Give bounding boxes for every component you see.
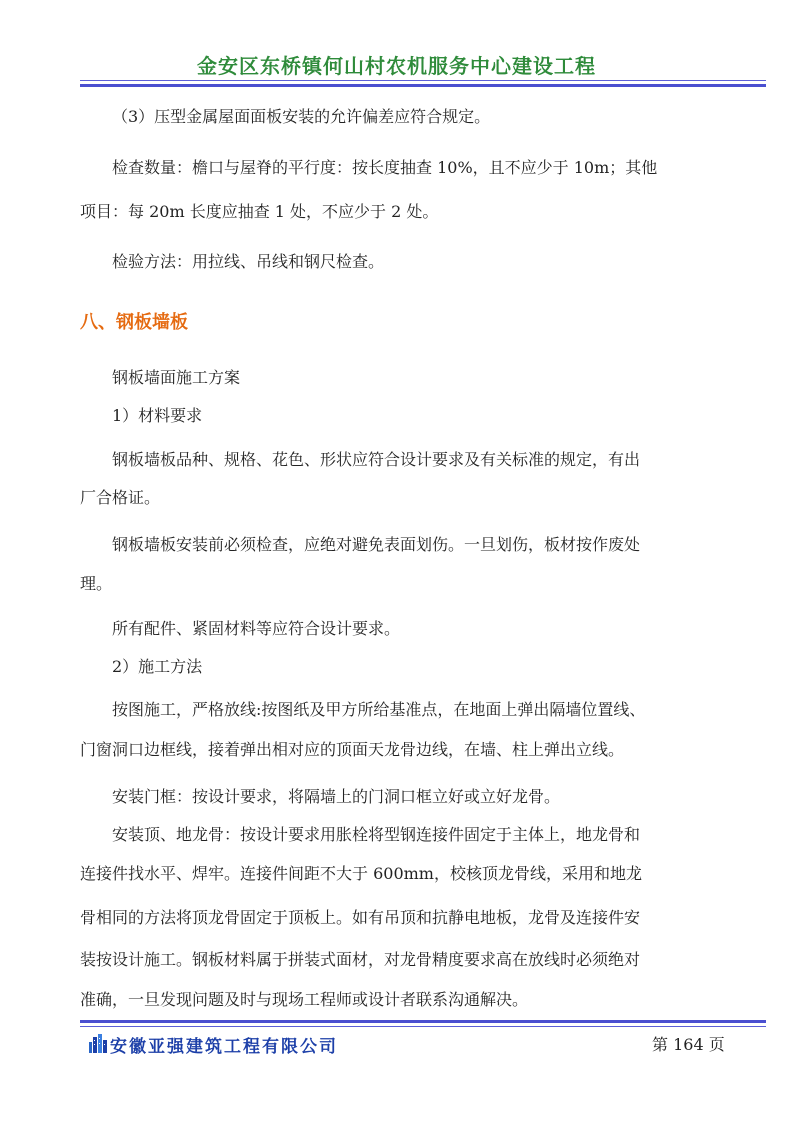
paragraph-tolerance: （3）压型金属屋面面板安装的允许偏差应符合规定。 <box>112 107 491 126</box>
paragraph-layout-line2: 门窗洞口边框线，接着弹出相对应的顶面天龙骨边线，在墙、柱上弹出立线。 <box>80 740 625 759</box>
paragraph-keel-line4: 装按设计施工。钢板材料属于拼装式面材，对龙骨精度要求高在放线时必须绝对 <box>80 950 641 969</box>
footer-company: 安徽亚强建筑工程有限公司 <box>110 1037 338 1057</box>
paragraph-material-req: 1）材料要求 <box>112 406 203 425</box>
paragraph-material-line1: 钢板墙板品种、规格、花色、形状应符合设计要求及有关标准的规定，有出 <box>112 450 641 469</box>
paragraph-door-frame: 安装门框：按设计要求，将隔墙上的门洞口框立好或立好龙骨。 <box>112 787 561 806</box>
header-title: 金安区东桥镇何山村农机服务中心建设工程 <box>197 54 596 78</box>
footer-rule-thick <box>80 1020 766 1023</box>
building-logo-icon <box>88 1033 108 1053</box>
paragraph-keel-line5: 准确，一旦发现问题及时与现场工程师或设计者联系沟通解决。 <box>80 990 529 1009</box>
paragraph-inspection-method: 检验方法：用拉线、吊线和钢尺检查。 <box>112 252 385 271</box>
paragraph-method-title: 2）施工方法 <box>112 657 203 676</box>
paragraph-plan-title: 钢板墙面施工方案 <box>112 368 241 387</box>
paragraph-check-line1: 钢板墙板安装前必须检查，应绝对避免表面划伤。一旦划伤，板材按作废处 <box>112 535 641 554</box>
section-heading: 八、钢板墙板 <box>80 312 188 333</box>
paragraph-layout-line1: 按图施工，严格放线:按图纸及甲方所给基准点，在地面上弹出隔墙位置线、 <box>112 700 646 719</box>
page-number: 第 164 页 <box>652 1035 725 1054</box>
paragraph-material-line2: 厂合格证。 <box>80 488 161 507</box>
paragraph-keel-line3: 骨相同的方法将顶龙骨固定于顶板上。如有吊顶和抗静电地板，龙骨及连接件安 <box>80 908 641 927</box>
header-rule-thick <box>80 84 766 87</box>
paragraph-inspection-qty-line2: 项目：每 20m 长度应抽查 1 处，不应少于 2 处。 <box>80 202 439 221</box>
paragraph-check-line2: 理。 <box>80 574 113 593</box>
paragraph-keel-line2: 连接件找水平、焊牢。连接件间距不大于 600mm，校核顶龙骨线，采用和地龙 <box>80 864 642 883</box>
paragraph-accessories: 所有配件、紧固材料等应符合设计要求。 <box>112 619 401 638</box>
paragraph-keel-line1: 安装顶、地龙骨：按设计要求用胀栓将型钢连接件固定于主体上，地龙骨和 <box>112 825 641 844</box>
header-rule-thin <box>80 80 766 81</box>
paragraph-inspection-qty-line1: 检查数量：檐口与屋脊的平行度：按长度抽查 10%，且不应少于 10m；其他 <box>112 158 658 177</box>
footer-rule-thin <box>80 1026 766 1027</box>
